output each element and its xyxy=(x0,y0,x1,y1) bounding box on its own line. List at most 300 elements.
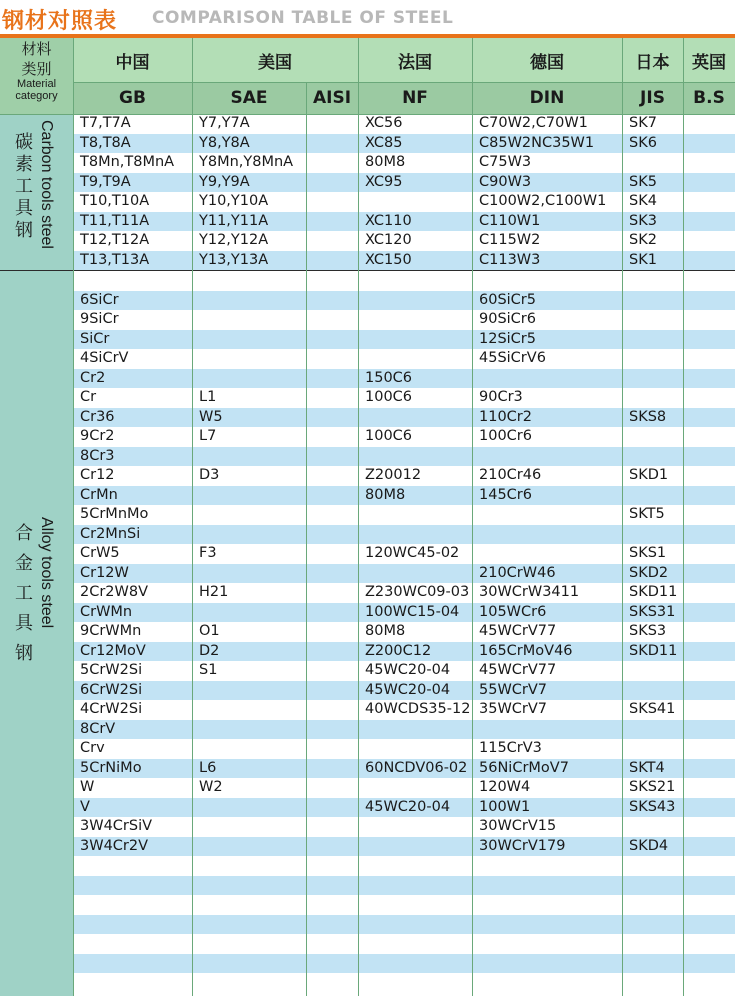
carbon-cell-nf: XC110 xyxy=(365,212,412,229)
alloy-cell-aisi xyxy=(306,271,313,291)
table-row xyxy=(73,369,735,389)
alloy-cell-nf xyxy=(358,876,365,896)
alloy-cell-nf xyxy=(358,856,365,876)
carbon-cell-din: C115W2 xyxy=(479,232,541,248)
alloy-cell-nf: 60NCDV06-02 xyxy=(365,759,468,776)
carbon-cell-nf: XC56 xyxy=(365,115,403,131)
alloy-cell-gb: 9SiCr xyxy=(80,311,119,327)
alloy-cell-jis xyxy=(622,349,629,369)
carbon-cell-din: C70W2,C70W1 xyxy=(479,115,588,131)
alloy-cell-sae: O1 xyxy=(199,623,220,639)
country-germany: 德国 xyxy=(530,52,564,73)
table-row xyxy=(73,544,735,564)
alloy-cell-aisi xyxy=(306,603,313,623)
alloy-cell-jis xyxy=(622,427,629,447)
alloy-cell-bs xyxy=(683,720,690,740)
group-separator xyxy=(73,270,735,271)
table-row xyxy=(73,564,735,584)
alloy-cell-nf xyxy=(358,817,365,837)
alloy-cell-bs xyxy=(683,330,690,350)
alloy-cell-bs xyxy=(683,817,690,837)
table-row xyxy=(73,876,735,896)
table-row xyxy=(73,466,735,486)
table-row xyxy=(73,915,735,935)
alloy-cell-sae xyxy=(192,837,199,857)
alloy-cell-bs xyxy=(683,837,690,857)
alloy-cell-nf: Z200C12 xyxy=(365,642,432,659)
alloy-cell-nf: 80M8 xyxy=(365,486,406,503)
alloy-cell-nf xyxy=(358,525,365,545)
table-row xyxy=(73,271,735,291)
alloy-cell-sae xyxy=(192,603,199,623)
alloy-cell-bs xyxy=(683,759,690,779)
carbon-cell-nf: XC85 xyxy=(365,134,403,151)
alloy-cell-bs xyxy=(683,934,690,954)
alloy-cell-aisi xyxy=(306,856,313,876)
alloy-cell-bs xyxy=(683,876,690,896)
alloy-cell-din xyxy=(472,856,479,876)
alloy-cell-nf xyxy=(358,330,365,350)
alloy-cell-bs xyxy=(683,466,690,486)
alloy-cell-bs xyxy=(683,388,690,408)
alloy-cell-jis xyxy=(622,915,629,935)
alloy-cell-aisi xyxy=(306,876,313,896)
alloy-cell-bs xyxy=(683,622,690,642)
carbon-cell-bs xyxy=(683,212,690,232)
alloy-cell-jis xyxy=(622,271,629,291)
alloy-cell-jis xyxy=(622,681,629,701)
alloy-cell-aisi xyxy=(306,681,313,701)
column-divider xyxy=(73,38,74,996)
alloy-cell-aisi xyxy=(306,954,313,974)
alloy-cell-jis xyxy=(622,895,629,915)
alloy-cell-aisi xyxy=(306,505,313,525)
alloy-cell-aisi xyxy=(306,895,313,915)
alloy-cell-sae xyxy=(192,954,199,974)
alloy-cell-din: 145Cr6 xyxy=(479,486,532,503)
alloy-cell-nf xyxy=(358,739,365,759)
alloy-cell-nf: 45WC20-04 xyxy=(365,662,451,678)
alloy-cell-jis xyxy=(622,739,629,759)
table-row xyxy=(73,251,735,271)
alloy-cell-nf: 100C6 xyxy=(365,389,413,405)
alloy-cell-nf: 120WC45-02 xyxy=(365,545,460,561)
alloy-cell-aisi xyxy=(306,837,313,857)
alloy-cell-aisi xyxy=(306,291,313,311)
standard-din: DIN xyxy=(529,88,565,108)
carbon-cell-jis: SK5 xyxy=(629,173,657,190)
alloy-cell-gb: 9CrWMn xyxy=(80,623,142,639)
column-divider xyxy=(683,38,684,996)
alloy-cell-jis: SKS3 xyxy=(629,623,667,639)
alloy-cell-sae: S1 xyxy=(199,662,218,678)
carbon-cell-gb: T13,T13A xyxy=(80,251,150,268)
alloy-cell-aisi xyxy=(306,700,313,720)
carbon-cell-gb: T7,T7A xyxy=(80,115,131,131)
table-row xyxy=(73,486,735,506)
alloy-cell-nf xyxy=(358,310,365,330)
category-carbon-en: Carbon tools steel xyxy=(38,120,55,249)
material-category-header xyxy=(0,38,73,114)
alloy-cell-gb: Cr36 xyxy=(80,408,115,425)
alloy-cell-aisi xyxy=(306,427,313,447)
carbon-cell-jis: SK1 xyxy=(629,251,657,268)
alloy-cell-sae xyxy=(192,681,199,701)
table-row xyxy=(73,759,735,779)
table-row xyxy=(73,739,735,759)
alloy-cell-aisi xyxy=(306,466,313,486)
alloy-cell-nf: 45WC20-04 xyxy=(365,681,451,698)
alloy-cell-nf xyxy=(358,895,365,915)
alloy-cell-sae xyxy=(192,330,199,350)
alloy-cell-din xyxy=(472,544,479,564)
alloy-cell-aisi xyxy=(306,622,313,642)
alloy-cell-gb: Cr xyxy=(80,389,97,405)
alloy-cell-aisi xyxy=(306,915,313,935)
alloy-cell-jis xyxy=(622,388,629,408)
table-row xyxy=(73,681,735,701)
carbon-cell-aisi xyxy=(306,212,313,232)
carbon-cell-aisi xyxy=(306,231,313,251)
carbon-cell-din: C110W1 xyxy=(479,212,541,229)
alloy-cell-jis: SKS21 xyxy=(629,779,676,795)
alloy-cell-jis: SKD4 xyxy=(629,837,669,854)
country-france: 法国 xyxy=(398,52,432,73)
alloy-cell-nf xyxy=(358,447,365,467)
alloy-cell-aisi xyxy=(306,661,313,681)
alloy-cell-gb: 8Cr3 xyxy=(80,447,115,464)
alloy-cell-aisi xyxy=(306,369,313,389)
alloy-cell-gb: 9Cr2 xyxy=(80,428,115,444)
alloy-cell-nf xyxy=(358,778,365,798)
table-row xyxy=(73,798,735,818)
carbon-cell-nf xyxy=(358,192,365,212)
standard-gb: GB xyxy=(119,88,146,108)
alloy-cell-jis xyxy=(622,973,629,993)
alloy-cell-jis: SKD11 xyxy=(629,584,678,600)
alloy-cell-sae xyxy=(192,447,199,467)
table-row xyxy=(73,427,735,447)
alloy-cell-gb: V xyxy=(80,798,90,815)
alloy-cell-bs xyxy=(683,408,690,428)
alloy-cell-gb xyxy=(73,895,80,915)
table-row xyxy=(73,525,735,545)
alloy-cell-bs xyxy=(683,486,690,506)
header-divider xyxy=(73,82,735,83)
country-japan: 日本 xyxy=(635,52,670,73)
alloy-cell-aisi xyxy=(306,564,313,584)
table-row xyxy=(73,173,735,193)
table-row xyxy=(73,720,735,740)
table-row xyxy=(73,349,735,369)
table-row xyxy=(73,231,735,251)
alloy-cell-sae xyxy=(192,817,199,837)
alloy-cell-jis: SKS8 xyxy=(629,408,667,425)
column-divider xyxy=(622,38,623,996)
alloy-cell-jis xyxy=(622,954,629,974)
alloy-cell-nf xyxy=(358,720,365,740)
carbon-cell-gb: T8,T8A xyxy=(80,134,131,151)
carbon-cell-nf: XC150 xyxy=(365,251,412,268)
alloy-cell-nf xyxy=(358,271,365,291)
carbon-cell-aisi xyxy=(306,114,313,134)
alloy-cell-din: 45SiCrV6 xyxy=(479,350,546,366)
table-row xyxy=(73,114,735,134)
alloy-cell-gb: Crv xyxy=(80,740,105,756)
alloy-cell-jis: SKS41 xyxy=(629,701,676,717)
alloy-cell-aisi xyxy=(306,525,313,545)
alloy-cell-jis xyxy=(622,369,629,389)
carbon-cell-nf: XC120 xyxy=(365,232,412,248)
alloy-cell-jis xyxy=(622,330,629,350)
standard-jis: JIS xyxy=(640,88,665,108)
alloy-cell-bs xyxy=(683,915,690,935)
alloy-cell-aisi xyxy=(306,388,313,408)
alloy-cell-din: 115CrV3 xyxy=(479,740,542,756)
table-row xyxy=(73,310,735,330)
alloy-cell-gb: 3W4Cr2V xyxy=(80,837,149,854)
alloy-cell-din: 60SiCr5 xyxy=(479,291,536,308)
alloy-cell-din: 210CrW46 xyxy=(479,564,556,581)
alloy-cell-sae xyxy=(192,486,199,506)
alloy-cell-din: 30WCrW3411 xyxy=(479,584,580,600)
alloy-cell-gb: 8CrV xyxy=(80,720,116,737)
alloy-cell-din xyxy=(472,505,479,525)
alloy-cell-gb: 5CrNiMo xyxy=(80,759,142,776)
alloy-cell-nf: 150C6 xyxy=(365,369,413,386)
alloy-cell-gb: 6CrW2Si xyxy=(80,681,143,698)
alloy-cell-din xyxy=(472,525,479,545)
alloy-cell-bs xyxy=(683,369,690,389)
carbon-cell-bs xyxy=(683,134,690,154)
alloy-cell-gb xyxy=(73,856,80,876)
alloy-cell-sae: L1 xyxy=(199,389,217,405)
carbon-cell-din: C85W2NC35W1 xyxy=(479,134,595,151)
standard-aisi: AISI xyxy=(312,88,352,108)
alloy-cell-din xyxy=(472,271,479,291)
alloy-cell-nf: 40WCDS35-12 xyxy=(365,701,471,717)
alloy-cell-jis: SKD2 xyxy=(629,564,669,581)
alloy-cell-gb: CrWMn xyxy=(80,603,133,620)
alloy-cell-nf: 45WC20-04 xyxy=(365,798,451,815)
alloy-cell-nf xyxy=(358,291,365,311)
alloy-cell-din: 120W4 xyxy=(479,779,531,795)
alloy-cell-din xyxy=(472,934,479,954)
table-row xyxy=(73,837,735,857)
carbon-cell-jis xyxy=(622,153,629,173)
steel-comparison-table xyxy=(0,38,735,996)
carbon-cell-bs xyxy=(683,153,690,173)
alloy-cell-din xyxy=(472,876,479,896)
alloy-cell-bs xyxy=(683,564,690,584)
carbon-cell-jis: SK3 xyxy=(629,212,657,229)
carbon-cell-aisi xyxy=(306,153,313,173)
country-header-row xyxy=(73,38,735,82)
alloy-cell-sae xyxy=(192,934,199,954)
alloy-cell-aisi xyxy=(306,447,313,467)
alloy-cell-gb: SiCr xyxy=(80,330,110,347)
alloy-cell-gb: 3W4CrSiV xyxy=(80,818,153,834)
alloy-cell-nf: Z230WC09-03 xyxy=(365,584,470,600)
alloy-cell-aisi xyxy=(306,642,313,662)
carbon-cell-sae: Y8,Y8A xyxy=(199,134,250,151)
alloy-cell-gb: Cr12W xyxy=(80,564,129,581)
alloy-cell-sae xyxy=(192,720,199,740)
table-row xyxy=(73,778,735,798)
table-body xyxy=(73,114,735,996)
table-row xyxy=(73,895,735,915)
alloy-cell-bs xyxy=(683,271,690,291)
alloy-cell-sae xyxy=(192,505,199,525)
carbon-cell-bs xyxy=(683,114,690,134)
alloy-cell-nf: 100WC15-04 xyxy=(365,603,460,620)
alloy-cell-bs xyxy=(683,525,690,545)
standard-bs: B.S xyxy=(693,88,725,108)
category-carbon-cn: 碳 素 工 具 钢 xyxy=(15,132,33,241)
alloy-cell-nf: 80M8 xyxy=(365,623,406,639)
alloy-cell-gb: CrMn xyxy=(80,486,118,503)
alloy-cell-sae xyxy=(192,525,199,545)
carbon-cell-aisi xyxy=(306,192,313,212)
table-row xyxy=(73,212,735,232)
alloy-cell-jis xyxy=(622,291,629,311)
alloy-cell-bs xyxy=(683,954,690,974)
category-alloy-cn: 合 金 工 具 钢 xyxy=(15,523,33,664)
corner-en-line1: Material xyxy=(16,78,57,90)
table-row xyxy=(73,934,735,954)
table-row xyxy=(73,817,735,837)
table-row xyxy=(73,388,735,408)
alloy-cell-nf xyxy=(358,505,365,525)
alloy-cell-aisi xyxy=(306,720,313,740)
category-separator xyxy=(0,270,73,271)
alloy-cell-jis xyxy=(622,817,629,837)
alloy-cell-din xyxy=(472,954,479,974)
alloy-cell-sae xyxy=(192,876,199,896)
alloy-cell-nf: 100C6 xyxy=(365,428,413,444)
alloy-cell-din xyxy=(472,973,479,993)
alloy-cell-sae xyxy=(192,915,199,935)
alloy-cell-gb xyxy=(73,271,80,291)
alloy-cell-bs xyxy=(683,447,690,467)
alloy-cell-nf: Z20012 xyxy=(365,467,422,483)
table-row xyxy=(73,192,735,212)
alloy-cell-nf xyxy=(358,915,365,935)
table-row xyxy=(73,134,735,154)
alloy-cell-din: 100Cr6 xyxy=(479,428,532,444)
table-row xyxy=(73,622,735,642)
alloy-cell-jis xyxy=(622,447,629,467)
carbon-cell-din: C75W3 xyxy=(479,154,532,170)
carbon-cell-bs xyxy=(683,173,690,193)
alloy-cell-jis xyxy=(622,525,629,545)
corner-cn-line1: 材料 xyxy=(21,40,52,58)
carbon-cell-nf: 80M8 xyxy=(365,154,406,170)
alloy-cell-sae xyxy=(192,349,199,369)
alloy-cell-jis: SKS31 xyxy=(629,603,676,620)
standard-nf: NF xyxy=(402,88,428,108)
alloy-cell-sae xyxy=(192,856,199,876)
column-divider xyxy=(306,82,307,996)
alloy-cell-bs xyxy=(683,642,690,662)
alloy-cell-aisi xyxy=(306,817,313,837)
alloy-cell-din: 30WCrV15 xyxy=(479,818,557,834)
category-alloy-en: Alloy tools steel xyxy=(38,517,55,629)
alloy-cell-nf xyxy=(358,564,365,584)
alloy-cell-aisi xyxy=(306,798,313,818)
alloy-cell-gb: 6SiCr xyxy=(80,291,119,308)
alloy-cell-aisi xyxy=(306,310,313,330)
alloy-cell-din: 90Cr3 xyxy=(479,389,523,405)
corner-cn-line2: 类别 xyxy=(21,60,52,78)
carbon-cell-din: C100W2,C100W1 xyxy=(479,193,607,209)
corner-en-line2: category xyxy=(15,90,58,102)
title-english: COMPARISON TABLE OF STEEL xyxy=(152,8,454,28)
carbon-cell-bs xyxy=(683,192,690,212)
alloy-cell-gb xyxy=(73,954,80,974)
standard-sae: SAE xyxy=(230,88,268,108)
alloy-cell-jis xyxy=(622,486,629,506)
alloy-cell-sae xyxy=(192,564,199,584)
alloy-cell-sae xyxy=(192,271,199,291)
alloy-cell-sae: W2 xyxy=(199,779,223,795)
alloy-cell-din: 165CrMoV46 xyxy=(479,642,573,659)
alloy-cell-nf xyxy=(358,408,365,428)
table-row xyxy=(73,661,735,681)
carbon-cell-gb: T12,T12A xyxy=(80,232,150,248)
carbon-cell-din: C113W3 xyxy=(479,251,541,268)
carbon-cell-jis: SK6 xyxy=(629,134,657,151)
alloy-cell-din xyxy=(472,915,479,935)
country-usa: 美国 xyxy=(258,52,292,73)
table-row xyxy=(73,700,735,720)
alloy-cell-jis: SKT4 xyxy=(629,759,665,776)
alloy-cell-gb: Cr2 xyxy=(80,369,106,386)
alloy-cell-aisi xyxy=(306,408,313,428)
alloy-cell-bs xyxy=(683,544,690,564)
carbon-cell-sae: Y10,Y10A xyxy=(199,193,269,209)
alloy-cell-aisi xyxy=(306,739,313,759)
alloy-cell-bs xyxy=(683,310,690,330)
alloy-cell-jis xyxy=(622,310,629,330)
alloy-cell-sae xyxy=(192,700,199,720)
carbon-cell-sae: Y13,Y13A xyxy=(199,251,269,268)
country-uk: 英国 xyxy=(692,52,726,73)
alloy-cell-aisi xyxy=(306,759,313,779)
alloy-cell-jis xyxy=(622,720,629,740)
alloy-cell-bs xyxy=(683,856,690,876)
alloy-cell-gb xyxy=(73,973,80,993)
alloy-cell-aisi xyxy=(306,973,313,993)
alloy-cell-bs xyxy=(683,505,690,525)
carbon-cell-jis: SK2 xyxy=(629,232,657,248)
country-china: 中国 xyxy=(115,52,150,73)
alloy-cell-sae: D3 xyxy=(199,467,220,483)
column-divider xyxy=(358,38,359,996)
alloy-cell-bs xyxy=(683,700,690,720)
alloy-cell-din: 45WCrV77 xyxy=(479,623,557,639)
alloy-cell-bs xyxy=(683,778,690,798)
category-carbon-tools-steel xyxy=(0,114,73,270)
alloy-cell-gb: Cr12 xyxy=(80,467,115,483)
table-row xyxy=(73,330,735,350)
alloy-cell-gb: 2Cr2W8V xyxy=(80,584,149,600)
alloy-cell-sae xyxy=(192,369,199,389)
alloy-cell-din: 55WCrV7 xyxy=(479,681,548,698)
alloy-cell-bs xyxy=(683,349,690,369)
carbon-cell-sae: Y12,Y12A xyxy=(199,232,269,248)
carbon-cell-sae: Y8Mn,Y8MnA xyxy=(199,154,294,170)
